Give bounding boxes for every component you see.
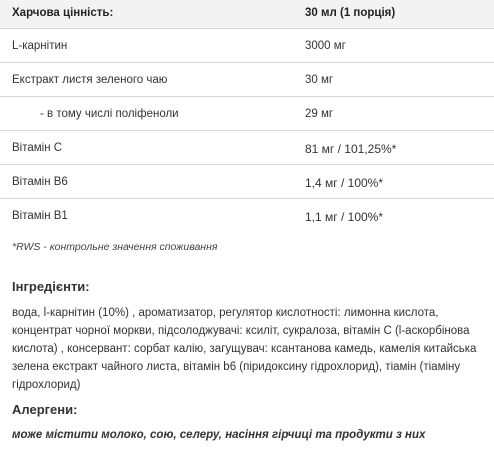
nutrition-row-label: Вітамін C [12,142,63,154]
nutrition-row-label: Екстракт листя зеленого чаю [12,74,168,86]
allergens-text: може містити молоко, сою, селеру, насіння гірчиці та продукти з них [12,429,426,441]
nutrition-row-value: 3000 мг [305,40,346,52]
nutrition-row-label: L-карнітин [12,40,68,52]
ingredients-text [12,304,488,394]
nutrition-row [0,96,494,130]
ingredients-line: кислота) , консервант: сорбат калію, загущувач: ксантанова камедь, камелія китайська [12,343,477,355]
nutrition-row-value: 29 мг [305,108,334,120]
nutrition-row-value: 81 мг / 101,25%* [305,142,397,156]
allergens-title: Алергени: [12,402,78,417]
nutrition-row [0,164,494,198]
ingredients-title: Інгредієнти: [12,279,90,294]
nutrition-header-value: 30 мл (1 порція) [305,7,396,19]
ingredients-line: концентрат чорної моркви, підсолоджувачі: ксиліт, сукралоза, вітамін С (l-аскорбінова [12,325,470,337]
ingredients-line: вода, l-карнітин (10%) , ароматизатор, регулятор кислотності: лимонна кислота, [12,307,439,319]
rws-footnote: *RWS - контрольне значення споживання [12,241,218,253]
nutrition-row-value: 30 мг [305,74,334,86]
nutrition-row-value: 1,1 мг / 100%* [305,210,384,224]
nutrition-row [0,62,494,96]
ingredients-line: гідрохлорид) [12,379,81,391]
nutrition-row [0,130,494,164]
nutrition-row-value: 1,4 мг / 100%* [305,176,384,190]
nutrition-row-label: - в тому числі поліфеноли [40,108,179,120]
nutrition-row-label: Вітамін B6 [12,176,68,188]
ingredients-line: зелена екстракт чайного листа, вітамін b6 (піридоксину гідрохлорид), тіамін (тіаміну [12,361,461,373]
nutrition-header-label: Харчова цінність: [12,7,114,19]
nutrition-row-label: Вітамін B1 [12,210,68,222]
nutrition-row [0,198,494,232]
nutrition-row [0,28,494,62]
nutrition-header-row [0,0,494,28]
